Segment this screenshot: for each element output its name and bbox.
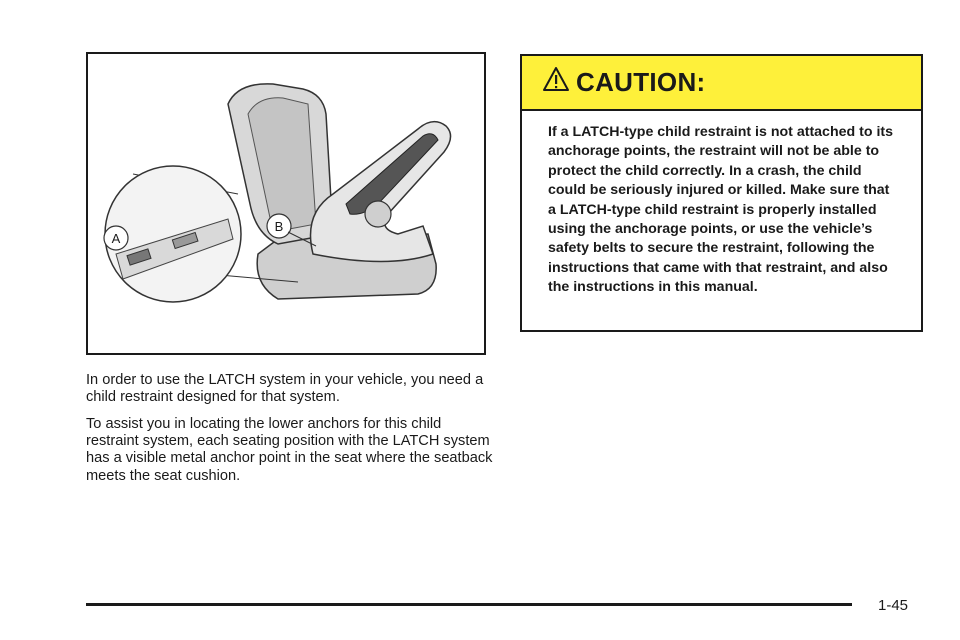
page-number: 1-45 [878, 597, 909, 614]
callout-b-label: B [274, 219, 284, 234]
body-paragraph-2: To assist you in locating the lower anchors for this child restraint system, each seating position with the LATCH system has a visible metal anchor point in the seat where the seatback meets the seat cushion. [86, 416, 493, 484]
seat-with-child-restraint-drawing [88, 54, 484, 353]
latch-illustration [86, 52, 486, 355]
caution-box [520, 54, 923, 332]
caution-title: CAUTION: [576, 67, 706, 97]
footer-rule [86, 603, 852, 606]
body-paragraph-1: In order to use the LATCH system in your vehicle, you need a child restraint designed for that system. [86, 372, 484, 406]
caution-header [522, 56, 921, 111]
caution-text: If a LATCH-type child restraint is not attached to its anchorage points, the restraint will not be able to protect the child correctly. In a crash, the child could be seriously injured or killed. Make sure that a LATCH-type child restraint is properly installed using the anchorage points, or use the vehicle’s safety belts to secure the restraint, following the instructions that came with that restraint, and also the instructions in this manual. [548, 124, 894, 296]
callout-a-label: A [111, 231, 121, 246]
restraint-handle-pivot [365, 201, 391, 227]
warning-triangle-icon [542, 66, 570, 92]
